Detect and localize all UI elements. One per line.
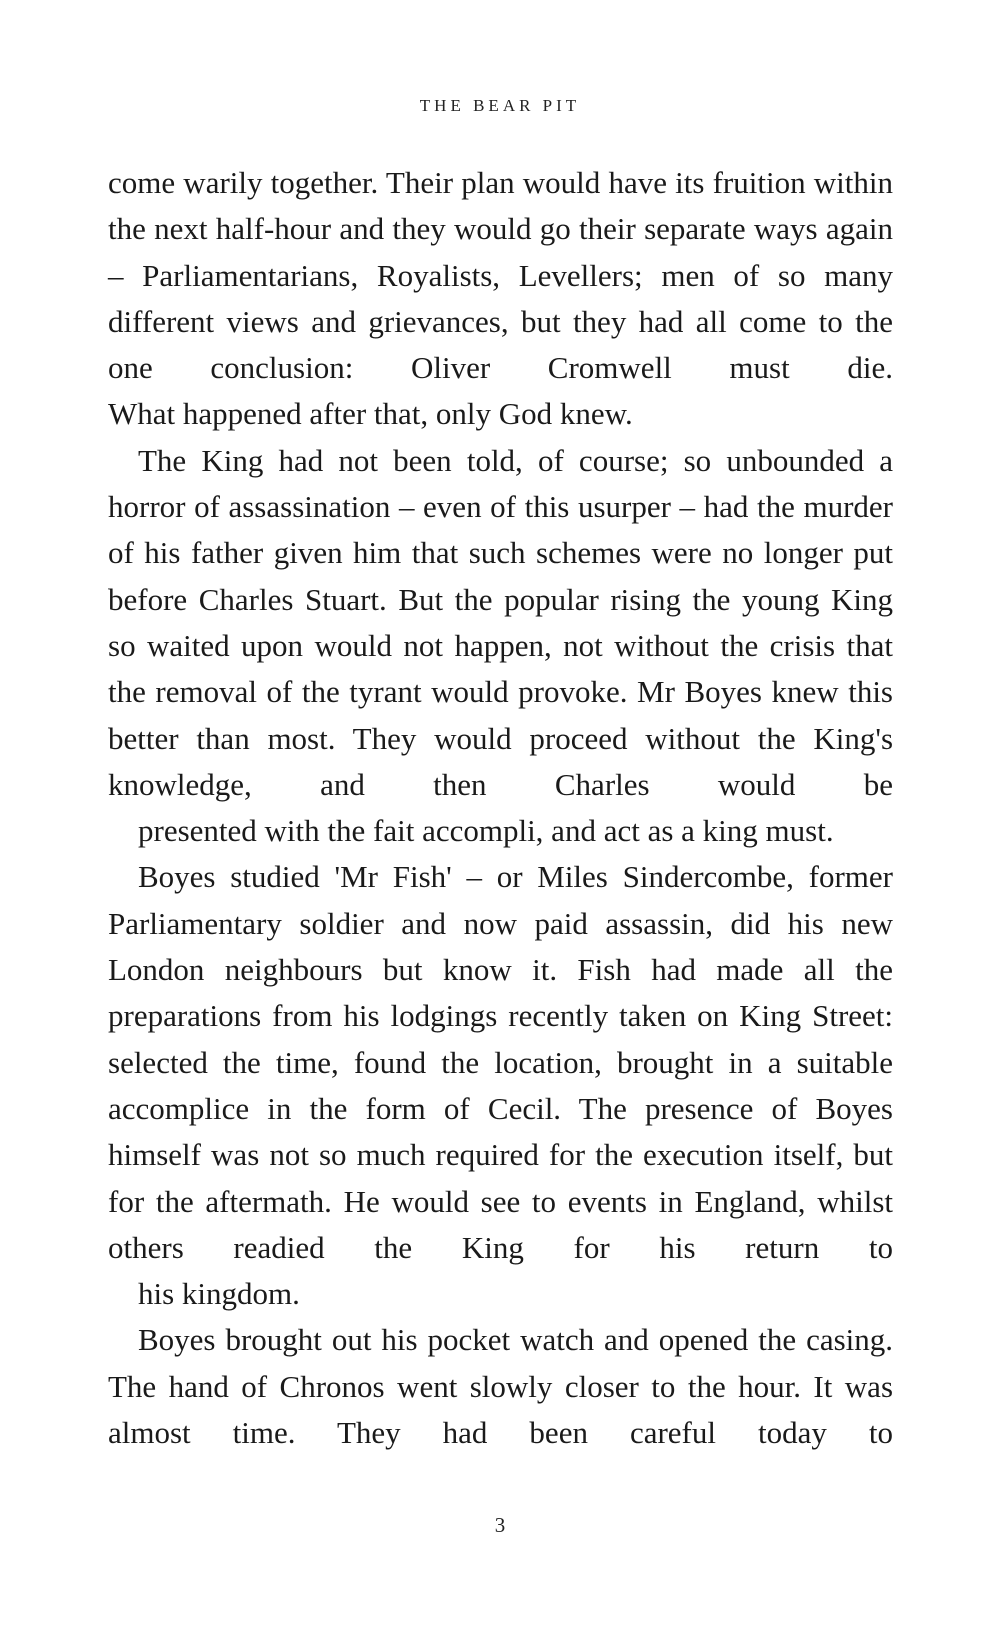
text-line: young King so waited upon would not happen, not without <box>108 581 894 663</box>
running-head: THE BEAR PIT <box>419 96 581 115</box>
text-line: without the King's knowledge, and then Charles would be <box>108 720 894 802</box>
page-number: 3 <box>494 1513 506 1537</box>
text-line: longer put before Charles Stuart. But the popular rising the <box>108 535 894 617</box>
text-line: Boyes brought out his pocket watch and opened the <box>138 1322 797 1358</box>
text-line: preparations from his lodgings recently taken on King <box>108 998 802 1034</box>
text-line: hour. It was almost time. They had been careful today to <box>108 1368 894 1451</box>
paragraph <box>108 160 893 438</box>
paragraph <box>108 438 893 855</box>
text-line: The King had not been told, of course; so unbounded <box>138 442 865 478</box>
text-line: come to the one conclusion: Oliver Cromwell must die. <box>108 303 893 386</box>
text-line: come warily together. Their plan would have its fruition <box>108 165 806 200</box>
text-line: England, whilst others readied the King for his return to <box>108 1183 893 1265</box>
text-line: Boyes himself was not so much required for the execution <box>108 1090 893 1173</box>
text-line: Boyes studied 'Mr Fish' – or Miles Sindercombe, former <box>138 859 893 895</box>
text-line: casing. The hand of Chronos went slowly closer to the <box>108 1322 894 1404</box>
text-line: the crisis that the removal of the tyrant would provoke. Mr <box>108 627 894 710</box>
text-line: Boyes knew this better than most. They would proceed <box>108 674 893 756</box>
paragraph <box>108 854 893 1317</box>
text-line: London neighbours but know it. Fish had made all the <box>108 952 893 988</box>
text-line: murder of his father given him that such schemes were no <box>108 489 894 571</box>
text-line: within the next half-hour and they would go their separate <box>108 165 894 247</box>
text-line: ways again – Parliamentarians, Royalists, Levellers; men of <box>108 211 894 293</box>
text-line: a horror of assassination – even of this usurper – had the <box>108 442 893 525</box>
text-line: Parliamentary soldier and now paid assassin, did his new <box>108 905 893 941</box>
text-line-last: presented with the fait accompli, and act as a king must. <box>138 813 834 849</box>
body-text <box>108 160 893 1456</box>
text-line: Street: selected the time, found the location, brought in a <box>108 998 894 1080</box>
text-line: suitable accomplice in the form of Cecil. The presence of <box>108 1044 893 1126</box>
text-line: itself, but for the aftermath. He would see to events in <box>108 1137 894 1219</box>
text-line: so many different views and grievances, but they had all <box>108 257 893 339</box>
text-line-last: What happened after that, only God knew. <box>108 396 633 432</box>
paragraph <box>108 1317 893 1456</box>
text-line-last: his kingdom. <box>138 1276 300 1312</box>
